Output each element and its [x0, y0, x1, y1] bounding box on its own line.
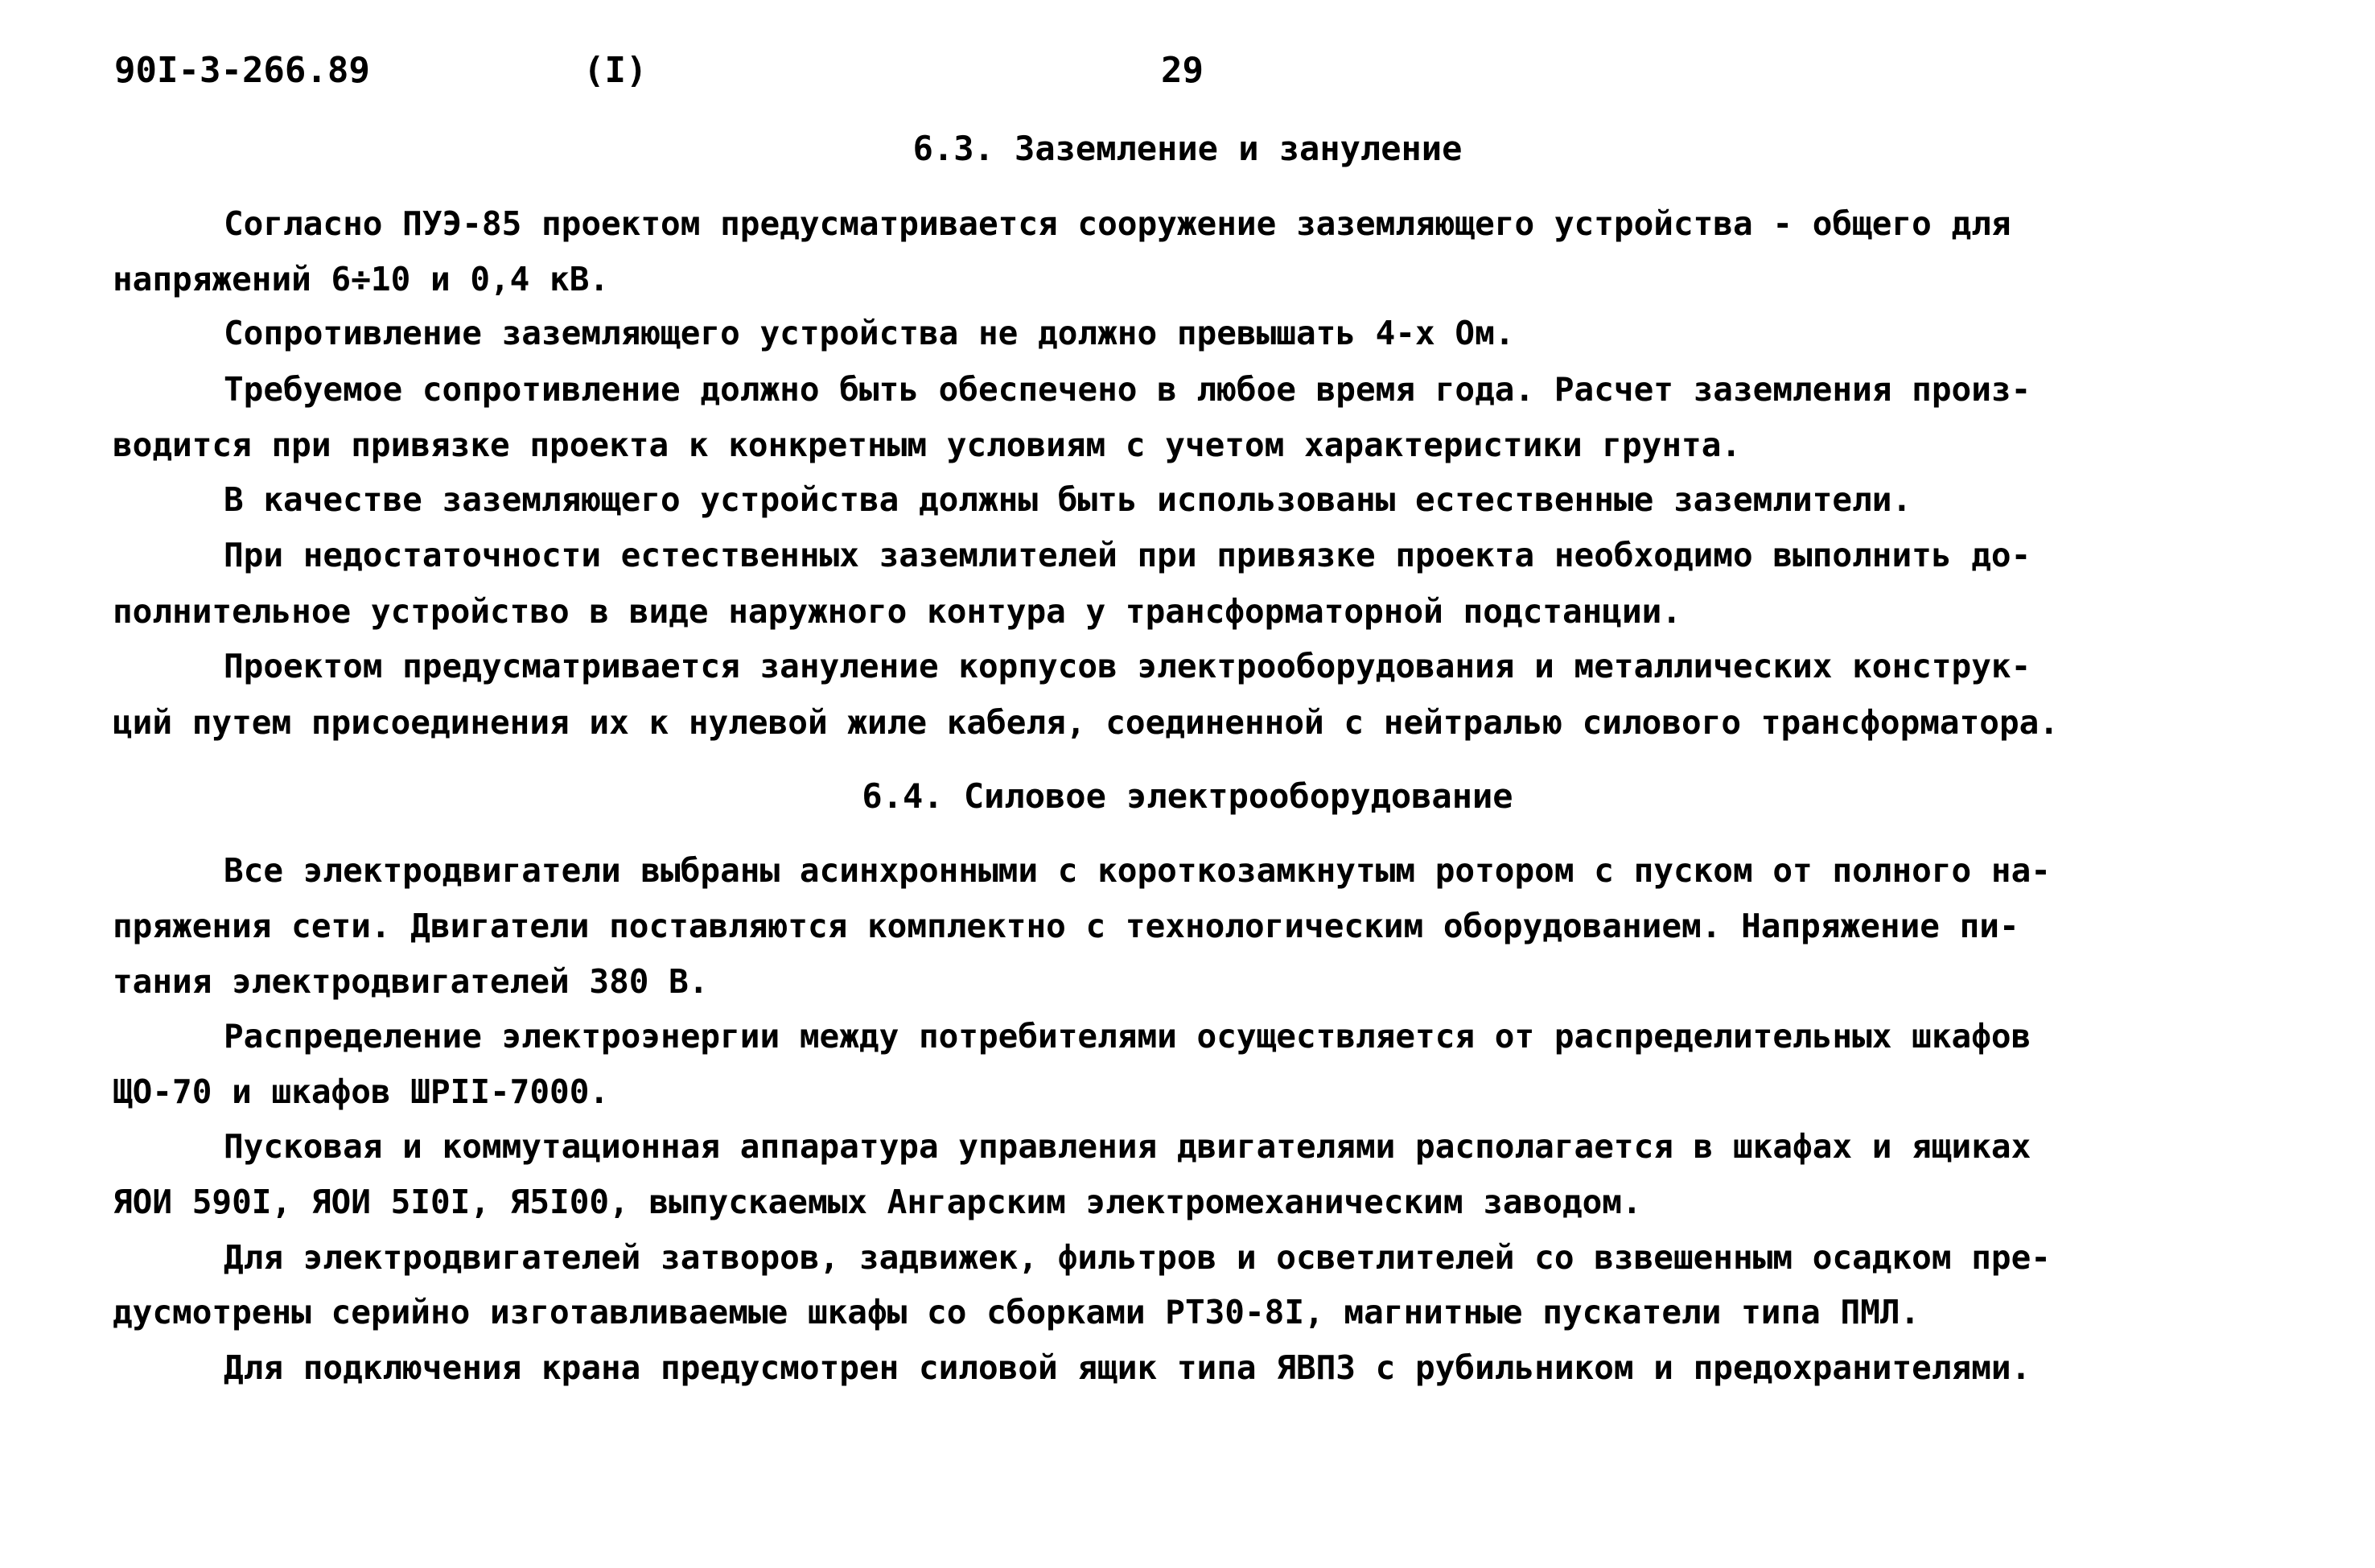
- sheet-number: (I): [583, 50, 648, 91]
- text-line: водится при привязке проекта к конкретным условиям с учетом характеристики грунта.: [113, 426, 1742, 464]
- text-line: ций путем присоединения их к нулевой жиле кабеля, соединенной с нейтралью силового трансформатора.: [113, 703, 2060, 742]
- text-line: Сопротивление заземляющего устройства не должно превышать 4-х Ом.: [224, 314, 1515, 352]
- section-title-power-equipment: 6.4. Силовое электрооборудование: [862, 776, 1513, 816]
- section-title-grounding: 6.3. Заземление и зануление: [912, 129, 1463, 168]
- page-number: 29: [1161, 50, 1204, 91]
- text-line: Все электродвигатели выбраны асинхронными с короткозамкнутым ротором с пуском от полного на-: [224, 851, 2051, 890]
- text-line: Для электродвигателей затворов, задвижек, фильтров и осветлителей со взвешенным осадком пре-: [224, 1238, 2051, 1277]
- text-line: Распределение электроэнергии между потребителями осуществляется от распределительных шкафов: [224, 1017, 2031, 1056]
- document-code: 90I-3-266.89: [114, 50, 370, 91]
- text-line: Проектом предусматривается зануление корпусов электрооборудования и металлических конструк-: [224, 647, 2031, 685]
- text-line: ЩО-70 и шкафов ШРII-7000.: [113, 1072, 610, 1111]
- text-line: В качестве заземляющего устройства должны быть использованы естественные заземлители.: [224, 480, 1912, 519]
- text-line: Требуемое сопротивление должно быть обеспечено в любое время года. Расчет заземления произ-: [224, 370, 2031, 409]
- text-line: Для подключения крана предусмотрен силовой ящик типа ЯВП3 с рубильником и предохранителями.: [224, 1348, 2031, 1387]
- text-line: полнительное устройство в виде наружного контура у трансформаторной подстанции.: [113, 592, 1682, 631]
- text-line: ЯОИ 590I, ЯОИ 5I0I, Я5I00, выпускаемых Ангарским электромеханическим заводом.: [113, 1183, 1642, 1221]
- text-line: дусмотрены серийно изготавливаемые шкафы со сборками РТ30-8I, магнитные пускатели типа ПМЛ.: [113, 1293, 1920, 1331]
- text-line: Согласно ПУЭ-85 проектом предусматривается сооружение заземляющего устройства - общего для: [224, 204, 2011, 243]
- text-line: пряжения сети. Двигатели поставляются комплектно с технологическим оборудованием. Напряжение пи-: [113, 907, 2019, 945]
- text-line: тания электродвигателей 380 В.: [113, 962, 709, 1001]
- text-line: При недостаточности естественных заземлителей при привязке проекта необходимо выполнить до-: [224, 536, 2031, 574]
- text-line: напряжений 6÷10 и 0,4 кВ.: [113, 260, 610, 298]
- text-line: Пусковая и коммутационная аппаратура управления двигателями располагается в шкафах и ящиках: [224, 1127, 2031, 1166]
